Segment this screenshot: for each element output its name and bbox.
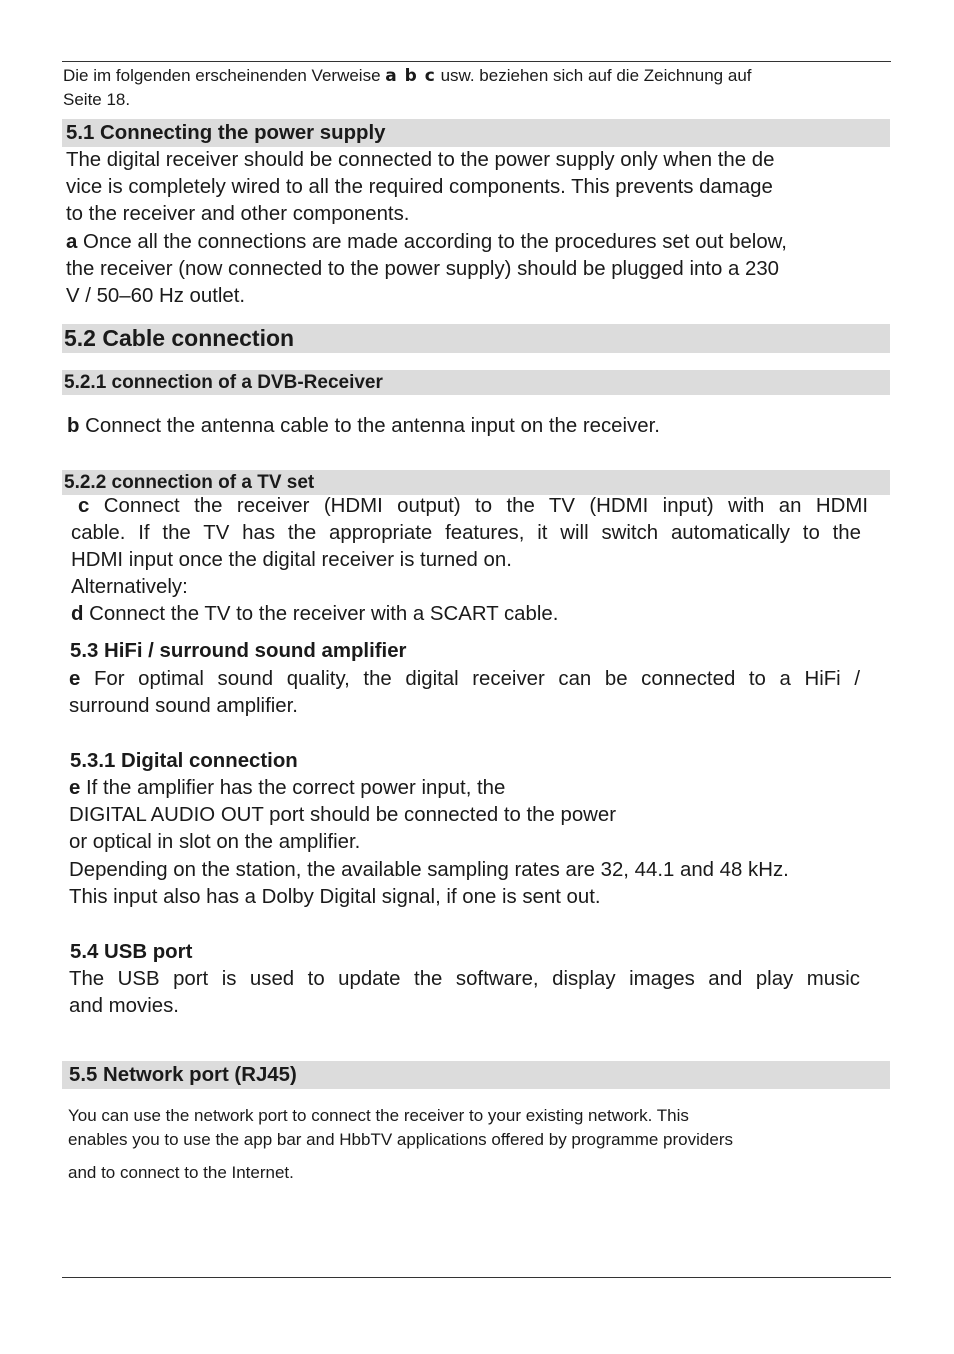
s522-c-line-1 [71,493,868,520]
section-5-1-heading: 5.1 Connecting the power supply [66,122,386,144]
s521-b-line [67,413,660,440]
s51-a-line-2: the receiver (now connected to the power supply) should be plugged into a 230 [66,258,780,280]
s522-c-text-1: Connect the receiver (HDMI output) to the TV (HDMI input) with an HDMI [103,495,868,517]
section-5-2-1-heading: 5.2.1 connection of a DVB-Receiver [64,372,383,393]
intro-refs: a b c [385,66,436,86]
s55-line-1: You can use the network port to connect the receiver to your existing network. This [68,1106,689,1125]
s531-line-4: Depending on the station, the available sampling rates are 32, 44.1 and 48 kHz. [69,859,789,881]
s531-line-1 [69,775,505,802]
ref-letter-b: b [67,415,80,437]
s521-b-text: Connect the antenna cable to the antenna input on the receiver. [85,415,660,437]
section-5-4-heading: 5.4 USB port [70,941,193,963]
s531-line-3: or optical in slot on the amplifier. [69,831,361,853]
section-5-2-2-heading: 5.2.2 connection of a TV set [64,472,315,493]
intro-text-post: usw. beziehen sich auf die Zeichnung auf [440,66,752,85]
s531-line-2: DIGITAL AUDIO OUT port should be connected to the power [69,804,617,826]
intro-text-pre: Die im folgenden erscheinenden Verweise [63,66,381,85]
s55-line-2: enables you to use the app bar and HbbTV applications offered by programme providers [68,1130,733,1149]
s522-d-line [71,601,558,628]
s51-line-2: vice is completely wired to all the required components. This prevents damage [66,176,773,198]
ref-letter-c: c [78,495,90,517]
s51-line-3: to the receiver and other components. [66,203,410,225]
s51-a-line-3: V / 50–60 Hz outlet. [66,285,246,307]
intro-line-2: Seite 18. [63,90,131,109]
top-rule [62,61,891,62]
s51-a-line-1 [66,229,787,256]
s53-e-text-1: For optimal sound quality, the digital receiver can be connected to a HiFi / [93,668,860,690]
ref-letter-e-2: e [69,777,81,799]
ref-letter-e: e [69,668,81,690]
ref-letter-d: d [71,603,84,625]
s522-alternatively: Alternatively: [71,576,188,598]
section-5-2-heading: 5.2 Cable connection [64,325,295,351]
s522-d-text: Connect the TV to the receiver with a SCART cable. [89,603,559,625]
ref-letter-a: a [66,231,78,253]
section-5-3-1-heading: 5.3.1 Digital connection [70,750,298,772]
s522-c-line-2: cable. If the TV has the appropriate features, it will switch automatically to the [71,522,861,544]
s51-a-text-1: Once all the connections are made according to the procedures set out below, [83,231,787,253]
section-5-5-heading: 5.5 Network port (RJ45) [69,1064,297,1086]
s531-line-5: This input also has a Dolby Digital signal, if one is sent out. [69,886,601,908]
s54-line-2: and movies. [69,995,179,1017]
intro-line-1 [63,64,752,88]
s55-line-3: and to connect to the Internet. [68,1163,294,1182]
s522-c-line-3: HDMI input once the digital receiver is turned on. [71,549,512,571]
s53-e-line-1 [69,666,860,693]
s531-text-1: If the amplifier has the correct power input, the [86,777,506,799]
s51-line-1: The digital receiver should be connected to the power supply only when the de [66,149,775,171]
bottom-rule [62,1277,891,1278]
section-5-3-heading: 5.3 HiFi / surround sound amplifier [70,640,407,662]
s54-line-1: The USB port is used to update the software, display images and play music [69,968,860,990]
s53-e-line-2: surround sound amplifier. [69,695,298,717]
